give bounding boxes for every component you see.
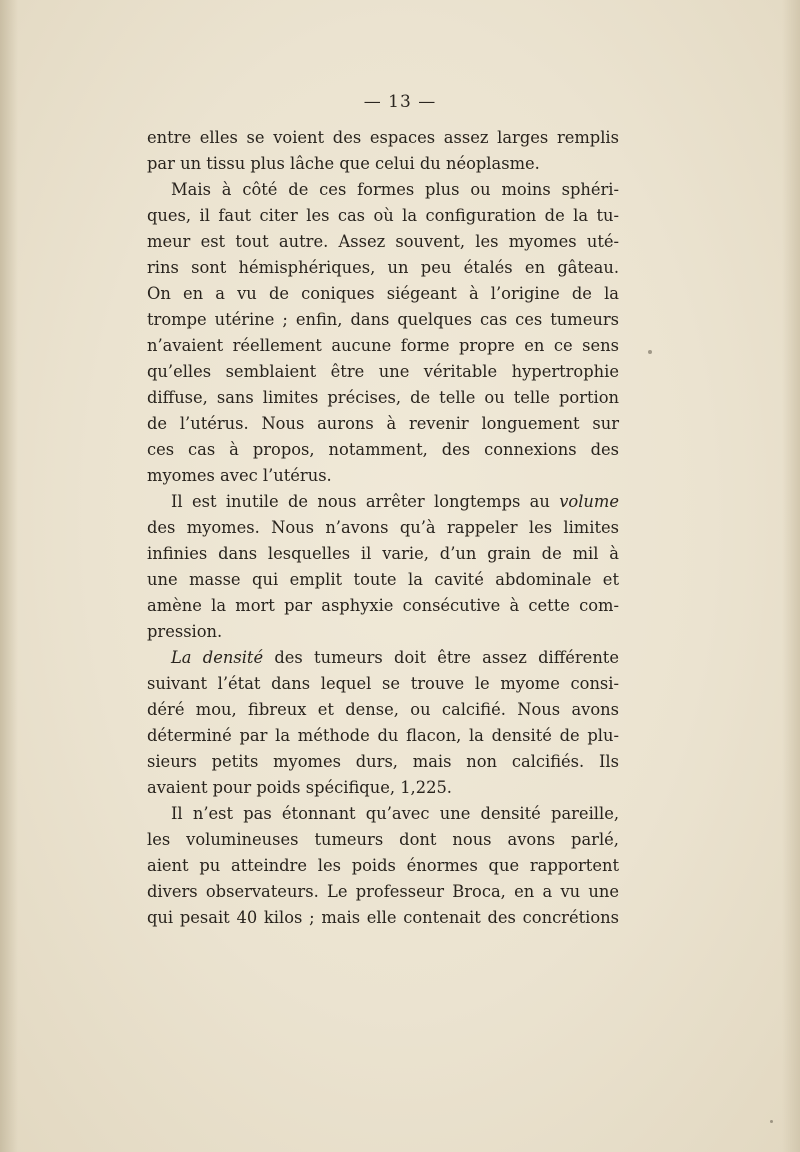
text-line: qu’elles semblaient être une véritable hypertrophie — [147, 362, 619, 381]
text-line: déré mou, fibreux et dense, ou calcifié. Nous avons — [147, 700, 619, 719]
text-line: avaient pour poids spécifique, 1,225. — [147, 778, 452, 797]
text-line: ces cas à propos, notamment, des connexions des — [147, 440, 619, 459]
text-line: On en a vu de coniques siégeant à l’origine de la — [147, 284, 619, 303]
text-line: les volumineuses tumeurs dont nous avons parlé, — [147, 830, 619, 849]
text-line: pression. — [147, 622, 223, 641]
text-line: de l’utérus. Nous aurons à revenir longuement sur — [147, 414, 619, 433]
text-line: une masse qui emplit toute la cavité abdominale et — [147, 570, 619, 589]
text-line: Mais à côté de ces formes plus ou moins sphéri- — [171, 180, 619, 199]
text-line: Il est inutile de nous arrêter longtemps au volume — [171, 492, 619, 511]
text-line: entre elles se voient des espaces assez larges remplis — [147, 128, 619, 147]
text-line: rins sont hémisphériques, un peu étalés en gâteau. — [147, 258, 619, 277]
paper-speck — [648, 350, 652, 354]
text-line: amène la mort par asphyxie consécutive à cette com- — [147, 596, 619, 615]
right-page-edge — [782, 0, 800, 1152]
text-line: aient pu atteindre les poids énormes que rapportent — [147, 856, 619, 875]
text-line: diffuse, sans limites précises, de telle ou telle portion — [147, 388, 619, 407]
text-line: n’avaient réellement aucune forme propre en ce sens — [147, 336, 619, 355]
text-line: déterminé par la méthode du flacon, la densité de plu- — [147, 726, 619, 745]
text-line: Il n’est pas étonnant qu’avec une densité pareille, — [171, 804, 619, 823]
text-line: sieurs petits myomes durs, mais non calcifiés. Ils — [147, 752, 619, 771]
text-line: par un tissu plus lâche que celui du néoplasme. — [147, 154, 540, 173]
text-line: qui pesait 40 kilos ; mais elle contenait des concrétions — [147, 908, 619, 927]
text-line: infinies dans lesquelles il varie, d’un grain de mil à — [147, 544, 619, 563]
text-line: suivant l’état dans lequel se trouve le myome consi- — [147, 674, 619, 693]
page-number: — 13 — — [363, 92, 437, 112]
text-line: myomes avec l’utérus. — [147, 466, 332, 485]
text-line: trompe utérine ; enfin, dans quelques cas ces tumeurs — [147, 310, 619, 329]
text-line: ques, il faut citer les cas où la configuration de la tu- — [147, 206, 619, 225]
text-line: La densité des tumeurs doit être assez différente — [171, 648, 619, 667]
paper-speck — [770, 1120, 773, 1123]
body-text — [147, 125, 619, 931]
text-line: divers observateurs. Le professeur Broca, en a vu une — [147, 882, 619, 901]
text-line: des myomes. Nous n’avons qu’à rappeler les limites — [147, 518, 619, 537]
left-page-edge — [0, 0, 18, 1152]
text-line: meur est tout autre. Assez souvent, les myomes uté- — [147, 232, 619, 251]
